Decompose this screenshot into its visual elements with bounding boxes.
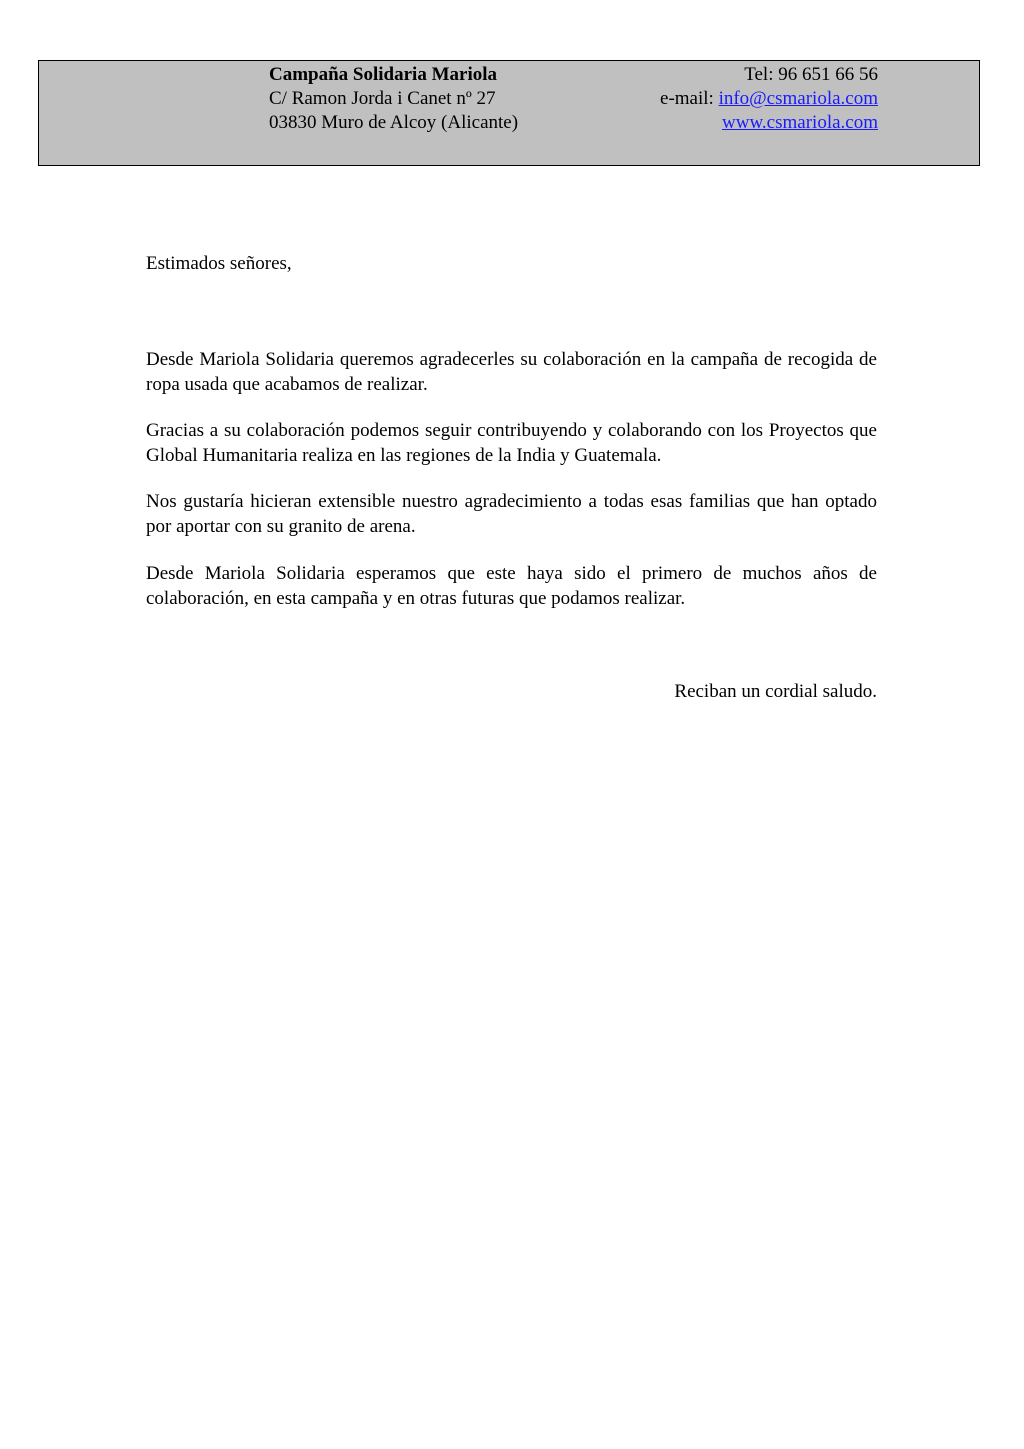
email-row <box>660 87 878 111</box>
letter-paragraph-2: Gracias a su colaboración podemos seguir contribuyendo y colaborando con los Proyectos que Global Humanitaria realiza en las regiones de la India y Guatemala. <box>146 420 877 466</box>
letter-paragraph-4: Desde Mariola Solidaria esperamos que este haya sido el primero de muchos años de colaboración, en esta campaña y en otras futuras que podamos realizar. <box>146 563 877 609</box>
organization-name: Campaña Solidaria Mariola <box>269 64 498 85</box>
letterhead-box <box>38 60 980 166</box>
phone-number: Tel: 96 651 66 56 <box>744 64 878 85</box>
address-city: 03830 Muro de Alcoy (Alicante) <box>269 112 519 133</box>
letter-greeting: Estimados señores, <box>146 253 292 274</box>
letter-closing: Reciban un cordial saludo. <box>674 681 877 702</box>
address-street: C/ Ramon Jorda i Canet nº 27 <box>269 88 496 109</box>
letter-paragraph-3: Nos gustaría hicieran extensible nuestro agradecimiento a todas esas familias que han optado por aportar con su granito de arena. <box>146 491 877 537</box>
email-label: e-mail: <box>660 88 714 109</box>
website-row <box>722 111 878 135</box>
website-link[interactable]: www.csmariola.com <box>722 112 878 133</box>
letter-paragraph-1: Desde Mariola Solidaria queremos agradecerles su colaboración en la campaña de recogida de ropa usada que acabamos de realizar. <box>146 349 877 395</box>
email-link[interactable]: info@csmariola.com <box>718 88 878 109</box>
